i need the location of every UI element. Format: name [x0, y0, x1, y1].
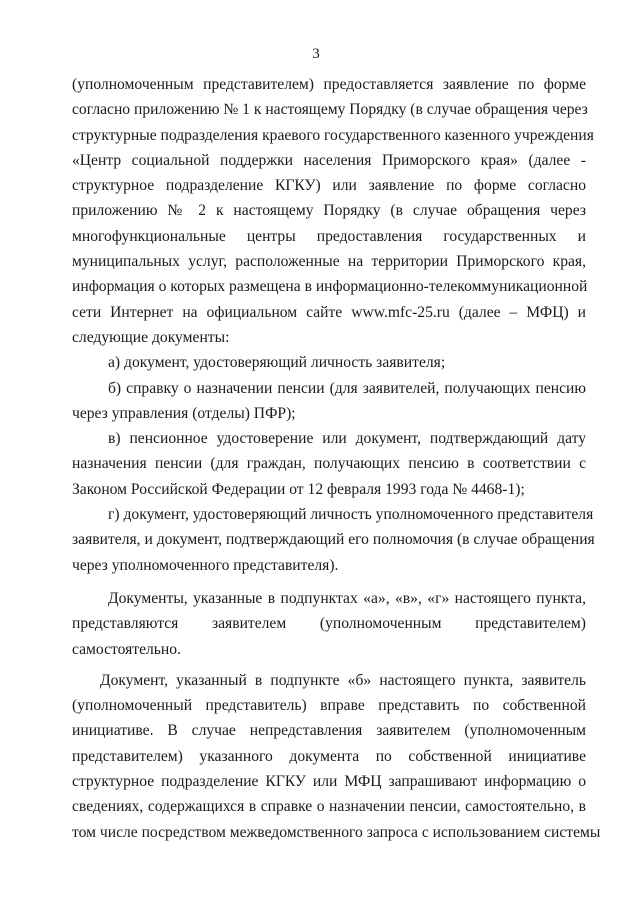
text-line: многофункциональные центры предоставления государственных и — [72, 227, 586, 245]
paragraph-documents-submitted — [72, 586, 586, 662]
text-line: Законом Российской Федерации от 12 февраля 1993 года № 4468-1); — [72, 480, 525, 498]
text-line: структурное подразделение КГКУ или МФЦ запрашивают информацию о — [72, 773, 586, 791]
paragraph-item-v — [72, 426, 586, 502]
text-line: через управления (отделы) ПФР); — [72, 404, 296, 422]
text-line: заявителя, и документ, подтверждающий его полномочия (в случае обращения — [72, 531, 595, 549]
text-line: согласно приложению № 1 к настоящему Порядку (в случае обращения через — [72, 101, 588, 119]
text-line: через уполномоченного представителя). — [72, 556, 339, 574]
paragraph-application-form — [72, 72, 594, 350]
paragraph-item-g — [72, 502, 595, 578]
text-line: в) пенсионное удостоверение или документ, подтверждающий дату — [108, 430, 586, 448]
paragraph-item-a — [72, 350, 586, 375]
text-line: «Центр социальной поддержки населения Приморского края» (далее - — [72, 151, 586, 169]
text-line: том числе посредством межведомственного запроса с использованием системы — [72, 823, 601, 841]
text-line: структурное подразделение КГКУ) или заявление по форме согласно — [72, 177, 586, 195]
text-line: приложению № 2 к настоящему Порядку (в случае обращения через — [72, 202, 586, 220]
paragraph-document-b-request — [72, 668, 601, 845]
text-line: Документ, указанный в подпункте «б» настоящего пункта, заявитель — [100, 671, 586, 689]
text-line: сведениях, содержащихся в справке о назначении пенсии, самостоятельно, в — [72, 798, 586, 816]
text-line: самостоятельно. — [72, 640, 181, 658]
text-line: Документы, указанные в подпунктах «а», «в», «г» настоящего пункта, — [108, 589, 586, 607]
text-line: представителем) указанного документа по собственной инициативе — [72, 747, 586, 765]
text-line: сети Интернет на официальном сайте www.mfc-25.ru (далее – МФЦ) и — [72, 303, 586, 321]
text-line: назначения пенсии (для граждан, получающих пенсию в соответствии с — [72, 455, 586, 473]
text-line: следующие документы: — [72, 328, 230, 346]
text-line: структурные подразделения краевого государственного казенного учреждения — [72, 126, 594, 144]
text-line: представляются заявителем (уполномоченным представителем) — [72, 615, 586, 633]
text-line: г) документ, удостоверяющий личность уполномоченного представителя — [108, 506, 594, 524]
text-line: (уполномоченным представителем) предоставляется заявление по форме — [72, 76, 586, 93]
text-line: инициативе. В случае непредставления заявителем (уполномоченным — [72, 722, 586, 740]
page-number: 3 — [312, 46, 320, 62]
text-line: информация о которых размещена в информационно-телекоммуникационной — [72, 278, 588, 296]
text-line: (уполномоченный представитель) вправе представить по собственной — [72, 697, 586, 715]
text-line: б) справку о назначении пенсии (для заявителей, получающих пенсию — [108, 379, 586, 397]
text-line: муниципальных услуг, расположенные на территории Приморского края, — [72, 253, 586, 271]
document-body — [72, 72, 601, 845]
paragraph-item-b — [72, 376, 586, 427]
text-line: а) документ, удостоверяющий личность заявителя; — [108, 354, 446, 372]
